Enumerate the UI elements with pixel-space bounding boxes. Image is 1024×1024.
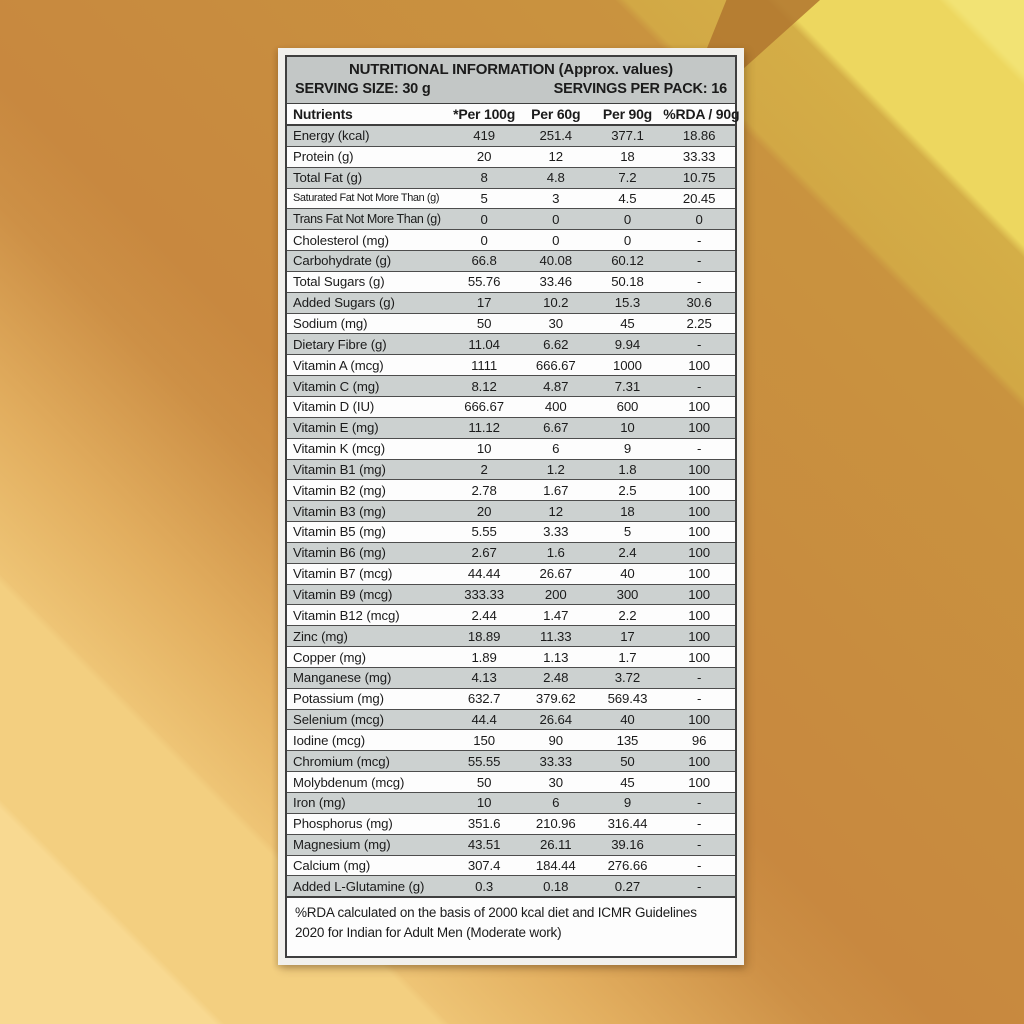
rda-90g-value: 100 <box>688 461 710 477</box>
per-60g-value: 26.64 <box>539 712 573 728</box>
rda-90g-value: 100 <box>688 753 710 769</box>
column-header-rda: %RDA / 90g <box>663 106 740 122</box>
per-60g-value: 2.48 <box>543 670 569 686</box>
per-90g-value: 135 <box>616 732 639 748</box>
rda-90g-value: 100 <box>688 628 710 644</box>
per-60g-value: 666.67 <box>535 357 576 373</box>
per-100g-value: 8.12 <box>471 378 497 394</box>
table-row <box>287 271 735 292</box>
per-100g-value: 1.89 <box>471 649 497 665</box>
per-60g-value: 40.08 <box>539 253 573 269</box>
column-header-row <box>287 103 740 126</box>
per-100g-value: 1111 <box>471 357 498 373</box>
per-60g-value: 1.47 <box>543 607 569 623</box>
nutrient-name: Vitamin C (mg) <box>293 378 380 394</box>
per-60g-value: 26.11 <box>540 837 572 853</box>
nutrient-name: Vitamin B5 (mg) <box>293 524 386 540</box>
per-60g-value: 3.33 <box>543 524 569 540</box>
per-100g-value: 5 <box>480 190 488 206</box>
nutrient-name: Energy (kcal) <box>293 128 370 144</box>
rda-90g-value: 0 <box>695 211 703 227</box>
per-90g-value: 40 <box>620 712 635 728</box>
table-header-band <box>287 57 735 103</box>
per-100g-value: 2.67 <box>471 545 497 561</box>
per-100g-value: 10 <box>476 441 492 457</box>
table-row <box>287 667 735 688</box>
rda-90g-value: 100 <box>688 503 710 519</box>
rda-90g-value: 2.25 <box>686 316 712 332</box>
rda-90g-value: - <box>696 232 702 248</box>
per-100g-value: 8 <box>480 170 488 186</box>
per-100g-value: 66.8 <box>471 253 497 269</box>
nutrient-name: Potassium (mg) <box>293 691 384 707</box>
rda-90g-value: 100 <box>688 524 710 540</box>
table-row <box>287 438 735 459</box>
column-header-per-60g: Per 60g <box>531 106 581 122</box>
per-60g-value: 3 <box>552 190 560 206</box>
table-row <box>287 688 735 709</box>
rda-90g-value: 100 <box>688 482 710 498</box>
nutrient-name: Molybdenum (mcg) <box>293 774 405 790</box>
table-row <box>287 229 735 250</box>
per-100g-value: 2.78 <box>471 482 497 498</box>
nutrient-name: Added L-Glutamine (g) <box>293 878 425 894</box>
per-90g-value: 3.72 <box>614 670 641 686</box>
table-row <box>287 479 735 500</box>
nutrient-name: Total Fat (g) <box>293 170 363 186</box>
per-60g-value: 33.46 <box>539 274 573 290</box>
rda-90g-value: - <box>696 378 702 394</box>
per-90g-value: 45 <box>620 774 635 790</box>
per-60g-value: 200 <box>544 586 567 602</box>
nutrient-name: Vitamin B2 (mg) <box>293 482 386 498</box>
per-90g-value: 50.18 <box>611 274 644 290</box>
rda-90g-value: - <box>696 274 702 290</box>
per-100g-value: 10 <box>476 795 492 811</box>
table-row <box>287 208 735 229</box>
per-90g-value: 2.2 <box>618 607 637 623</box>
nutrient-name: Zinc (mg) <box>293 628 348 644</box>
table-row <box>287 333 735 354</box>
per-100g-value: 18.89 <box>467 628 501 644</box>
per-100g-value: 150 <box>473 732 495 748</box>
nutrient-name: Manganese (mg) <box>293 670 392 686</box>
per-100g-value: 333.33 <box>464 586 504 602</box>
per-90g-value: 0 <box>623 211 632 227</box>
per-90g-value: 2.4 <box>618 545 637 561</box>
rda-90g-value: 10.75 <box>682 170 716 186</box>
per-100g-value: 55.55 <box>467 753 501 769</box>
per-90g-value: 300 <box>616 586 639 602</box>
per-90g-value: 18 <box>620 149 635 165</box>
nutrient-name: Vitamin B12 (mcg) <box>293 607 400 623</box>
table-row <box>287 771 735 792</box>
per-60g-value: 184.44 <box>535 857 576 873</box>
per-100g-value: 50 <box>476 316 492 332</box>
per-90g-value: 39.16 <box>611 837 644 853</box>
per-90g-value: 10 <box>620 420 635 436</box>
nutrient-name: Iron (mg) <box>293 795 346 811</box>
per-100g-value: 43.51 <box>467 837 501 853</box>
nutrient-name: Vitamin B9 (mcg) <box>293 586 393 602</box>
serving-info-row <box>293 80 729 99</box>
per-90g-value: 1.7 <box>618 649 637 665</box>
per-60g-value: 1.13 <box>543 649 569 665</box>
rda-90g-value: 100 <box>688 545 710 561</box>
per-90g-value: 1000 <box>612 357 642 373</box>
per-90g-value: 45 <box>620 316 635 332</box>
per-90g-value: 7.31 <box>614 378 641 394</box>
table-row <box>287 250 735 271</box>
table-row <box>287 875 735 896</box>
rda-90g-value: - <box>696 795 702 811</box>
per-100g-value: 0.3 <box>475 878 494 894</box>
per-100g-value: 4.13 <box>471 670 497 686</box>
per-90g-value: 1.8 <box>618 461 637 477</box>
per-60g-value: 0.18 <box>543 878 569 894</box>
per-100g-value: 351.6 <box>467 816 501 832</box>
per-60g-value: 12 <box>548 149 563 165</box>
table-row <box>287 396 735 417</box>
servings-per-pack-label: SERVINGS PER PACK: 16 <box>553 81 727 97</box>
table-row <box>287 354 735 375</box>
per-100g-value: 11.04 <box>468 336 500 352</box>
nutrient-name: Vitamin K (mcg) <box>293 441 386 457</box>
per-60g-value: 10.2 <box>543 295 569 311</box>
per-100g-value: 20 <box>476 149 492 165</box>
table-row <box>287 542 735 563</box>
per-100g-value: 666.67 <box>464 399 504 415</box>
per-90g-value: 40 <box>620 566 635 582</box>
table-row <box>287 500 735 521</box>
table-row <box>287 729 735 750</box>
nutrient-name: Copper (mg) <box>293 649 366 665</box>
table-row <box>287 146 735 167</box>
table-row <box>287 813 735 834</box>
table-row <box>287 126 735 146</box>
nutrient-name: Vitamin B7 (mcg) <box>293 566 393 582</box>
table-row <box>287 792 735 813</box>
table-row <box>287 188 735 209</box>
per-90g-value: 9.94 <box>614 336 641 352</box>
table-row <box>287 625 735 646</box>
nutrient-name: Vitamin A (mcg) <box>293 357 384 373</box>
rda-90g-value: - <box>696 816 702 832</box>
rda-90g-value: 100 <box>688 399 710 415</box>
nutrient-name: Added Sugars (g) <box>293 295 395 311</box>
per-60g-value: 1.6 <box>546 545 565 561</box>
table-title: NUTRITIONAL INFORMATION (Approx. values) <box>349 61 673 78</box>
per-100g-value: 44.44 <box>467 566 501 582</box>
per-90g-value: 60.12 <box>611 253 644 269</box>
per-90g-value: 17 <box>620 628 635 644</box>
table-row <box>287 834 735 855</box>
table-row <box>287 563 735 584</box>
nutrient-name: Magnesium (mg) <box>293 837 391 853</box>
per-60g-value: 30 <box>548 316 563 332</box>
table-row <box>287 750 735 771</box>
table-row <box>287 167 735 188</box>
per-60g-value: 1.67 <box>543 482 569 498</box>
per-100g-value: 2 <box>480 461 488 477</box>
per-90g-value: 7.2 <box>618 170 637 186</box>
nutrient-name: Vitamin E (mg) <box>293 420 379 436</box>
per-100g-value: 20 <box>476 503 492 519</box>
rda-90g-value: 100 <box>688 566 710 582</box>
rda-90g-value: - <box>696 691 702 707</box>
table-row <box>287 417 735 438</box>
table-row <box>287 709 735 730</box>
nutrient-name: Saturated Fat Not More Than (g) <box>293 192 440 205</box>
rda-90g-value: - <box>696 857 702 873</box>
rda-90g-value: 100 <box>688 712 710 728</box>
table-row <box>287 459 735 480</box>
table-row <box>287 375 735 396</box>
per-100g-value: 44.4 <box>471 712 497 728</box>
nutrient-name: Chromium (mcg) <box>293 753 390 769</box>
per-60g-value: 26.67 <box>539 566 573 582</box>
nutrient-name: Vitamin B1 (mg) <box>293 461 386 477</box>
rda-90g-value: - <box>696 336 702 352</box>
table-row <box>287 604 735 625</box>
per-100g-value: 0 <box>480 232 488 248</box>
table-row <box>287 584 735 605</box>
per-60g-value: 6 <box>552 795 560 811</box>
per-90g-value: 5 <box>623 524 632 540</box>
rda-90g-value: 100 <box>688 586 710 602</box>
per-90g-value: 50 <box>620 753 635 769</box>
table-row <box>287 292 735 313</box>
rda-90g-value: 100 <box>688 420 710 436</box>
per-60g-value: 12 <box>548 503 563 519</box>
nutrient-name: Dietary Fibre (g) <box>293 336 387 352</box>
nutrient-name: Phosphorus (mg) <box>293 816 393 832</box>
rda-90g-value: - <box>696 670 702 686</box>
per-100g-value: 17 <box>476 295 492 311</box>
per-60g-value: 1.2 <box>546 461 565 477</box>
per-90g-value: 9 <box>623 795 632 811</box>
nutrient-name: Vitamin B6 (mg) <box>293 545 386 561</box>
nutrient-name: Carbohydrate (g) <box>293 253 392 269</box>
nutrition-table <box>285 55 740 958</box>
nutrient-rows <box>287 126 735 896</box>
nutrient-name: Cholesterol (mg) <box>293 232 389 248</box>
column-header-per-90g: Per 90g <box>602 106 653 122</box>
per-60g-value: 90 <box>548 732 563 748</box>
rda-90g-value: 100 <box>688 649 710 665</box>
per-60g-value: 251.4 <box>539 128 573 144</box>
per-60g-value: 400 <box>544 399 567 415</box>
per-60g-value: 30 <box>548 774 563 790</box>
nutrient-name: Sodium (mg) <box>293 316 368 332</box>
per-60g-value: 0 <box>552 232 560 248</box>
rda-90g-value: 33.33 <box>682 149 716 165</box>
per-100g-value: 5.55 <box>471 524 497 540</box>
per-90g-value: 0.27 <box>614 878 641 894</box>
per-100g-value: 632.7 <box>467 691 501 707</box>
per-100g-value: 55.76 <box>467 274 501 290</box>
rda-90g-value: 100 <box>688 774 710 790</box>
per-90g-value: 18 <box>620 503 635 519</box>
nutrient-name: Trans Fat Not More Than (g) <box>293 212 441 227</box>
table-row <box>287 646 735 667</box>
per-60g-value: 33.33 <box>539 753 573 769</box>
nutrient-name: Iodine (mcg) <box>293 732 366 748</box>
per-90g-value: 569.43 <box>607 691 648 707</box>
rda-90g-value: 30.6 <box>686 295 712 311</box>
per-90g-value: 316.44 <box>607 816 648 832</box>
per-90g-value: 600 <box>616 399 639 415</box>
per-90g-value: 0 <box>623 232 632 248</box>
per-60g-value: 6.67 <box>543 420 569 436</box>
per-90g-value: 4.5 <box>618 190 637 206</box>
per-100g-value: 11.12 <box>468 420 500 436</box>
per-100g-value: 2.44 <box>471 607 497 623</box>
table-row <box>287 521 735 542</box>
rda-90g-value: 100 <box>688 607 710 623</box>
nutrient-name: Selenium (mcg) <box>293 712 384 728</box>
rda-90g-value: 20.45 <box>682 190 716 206</box>
per-90g-value: 377.1 <box>611 128 644 144</box>
rda-90g-value: - <box>696 441 702 457</box>
nutrient-name: Vitamin D (IU) <box>293 399 375 415</box>
rda-90g-value: 100 <box>688 357 710 373</box>
serving-size-label: SERVING SIZE: 30 g <box>295 81 431 97</box>
rda-90g-value: 18.86 <box>682 128 716 144</box>
table-row <box>287 313 735 334</box>
per-60g-value: 4.8 <box>546 170 565 186</box>
rda-90g-value: - <box>696 253 702 269</box>
rda-90g-value: - <box>696 878 702 894</box>
nutrient-name: Total Sugars (g) <box>293 274 385 290</box>
table-row <box>287 855 735 876</box>
column-header-per-100g: *Per 100g <box>453 106 516 122</box>
per-90g-value: 15.3 <box>614 295 641 311</box>
nutrient-name: Calcium (mg) <box>293 857 371 873</box>
per-60g-value: 4.87 <box>543 378 569 394</box>
per-60g-value: 210.96 <box>535 816 576 832</box>
per-90g-value: 276.66 <box>607 857 648 873</box>
per-60g-value: 11.33 <box>540 628 572 644</box>
per-100g-value: 50 <box>476 774 492 790</box>
rda-90g-value: - <box>696 837 702 853</box>
column-header-nutrients: Nutrients <box>293 106 353 122</box>
nutrition-label <box>278 48 744 965</box>
per-90g-value: 9 <box>623 441 632 457</box>
per-60g-value: 379.62 <box>535 691 576 707</box>
per-90g-value: 2.5 <box>618 482 637 498</box>
per-60g-value: 6.62 <box>543 336 569 352</box>
per-100g-value: 307.4 <box>467 857 501 873</box>
nutrient-name: Vitamin B3 (mg) <box>293 503 386 519</box>
per-60g-value: 6 <box>552 441 560 457</box>
per-100g-value: 0 <box>480 211 488 227</box>
per-100g-value: 419 <box>473 128 495 144</box>
per-60g-value: 0 <box>552 211 560 227</box>
nutrient-name: Protein (g) <box>293 149 354 165</box>
rda-footnote: %RDA calculated on the basis of 2000 kcal diet and ICMR Guidelines 2020 for Indian for Adult Men (Moderate work) <box>287 896 735 956</box>
rda-90g-value: 96 <box>691 732 707 748</box>
